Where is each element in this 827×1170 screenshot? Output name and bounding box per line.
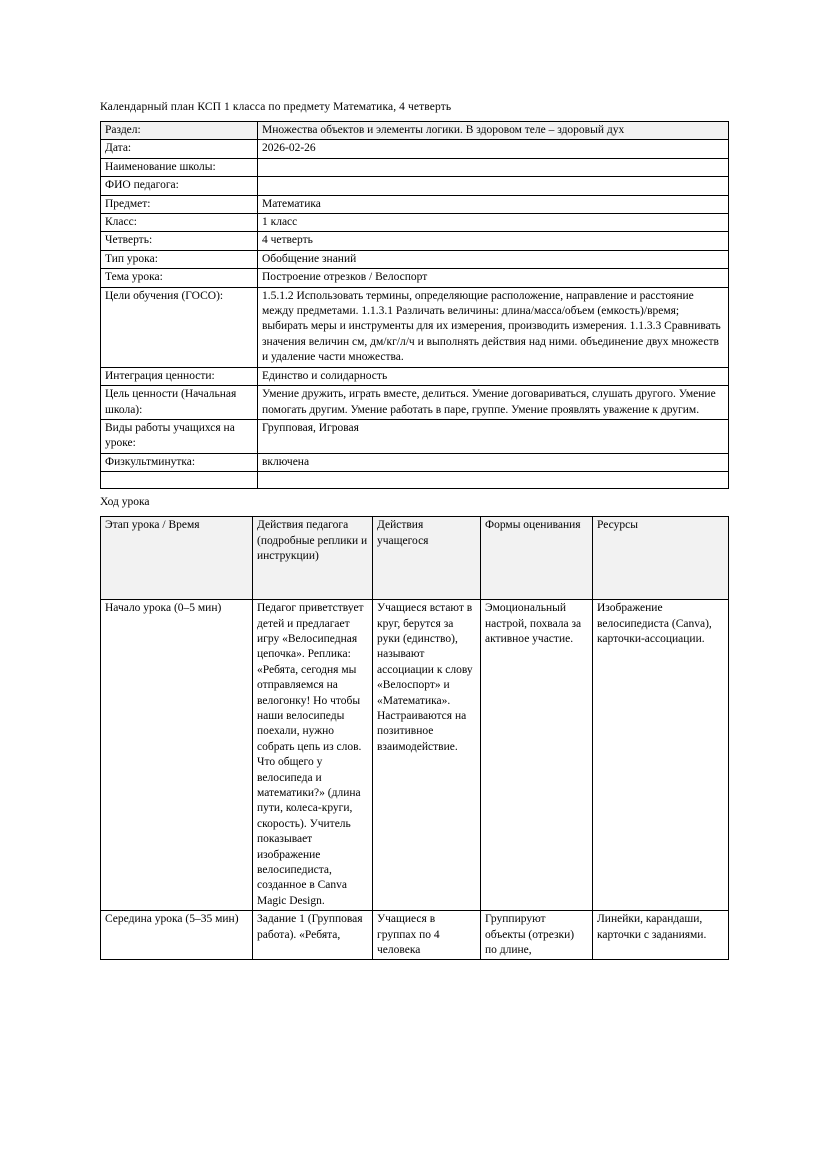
table-row — [101, 122, 729, 140]
info-row-label: Наименование школы: — [101, 158, 258, 176]
column-header-assessment-forms: Формы оценивания — [481, 517, 593, 600]
flow-cell-stage: Середина урока (5–35 мин) — [101, 911, 253, 960]
info-row-label: ФИО педагога: — [101, 177, 258, 195]
flow-cell-stage: Начало урока (0–5 мин) — [101, 600, 253, 911]
table-row — [101, 158, 729, 176]
table-row — [101, 250, 729, 268]
flow-cell-teacher-actions: Педагог приветствует детей и предлагает игру «Велосипедная цепочка». Реплика: «Ребята, сегодня мы отправляемся на велогонку! Но чтобы наши велосипеды поехали, нужно собрать цепь из слов. Что общего у велосипеда и математики?» (длина пути, колеса-круги, скорость). Учитель показывает изображение велосипедиста, созданное в Canva Magic Design. — [253, 600, 373, 911]
flow-cell-teacher-actions: Задание 1 (Групповая работа). «Ребята, — [253, 911, 373, 960]
info-row-label: Интеграция ценности: — [101, 367, 258, 385]
info-row-label: Предмет: — [101, 195, 258, 213]
lesson-info-table — [100, 121, 729, 489]
flow-cell-student-actions: Учащиеся встают в круг, берутся за руки (единство), называют ассоциации к слову «Велоспорт» и «Математика». Настраиваются на позитивное взаимодействие. — [373, 600, 481, 911]
table-row — [101, 195, 729, 213]
info-row-value: Обобщение знаний — [258, 250, 729, 268]
info-row-value — [258, 177, 729, 195]
info-row-value: Построение отрезков / Велоспорт — [258, 269, 729, 287]
info-row-label: Цель ценности (Начальная школа): — [101, 386, 258, 420]
info-row-value: Множества объектов и элементы логики. В здоровом теле – здоровый дух — [258, 122, 729, 140]
flow-cell-assessment: Эмоциональный настрой, похвала за активное участие. — [481, 600, 593, 911]
info-row-label: Виды работы учащихся на уроке: — [101, 419, 258, 453]
info-row-value: 1.5.1.2 Использовать термины, определяющие расположение, направление и расстояние между предметами. 1.1.3.1 Различать величины: длина/масса/объем (емкость)/время; выбирать меры и инструменты для их измерения, производить измерения. 1.1.3.3 Сравнивать значения величин см, дм/кг/л/ч и выполнять действия над ними. объединение двух множеств и удаление части множества. — [258, 287, 729, 367]
lesson-flow-table-body — [101, 600, 729, 960]
info-row-value: Единство и солидарность — [258, 367, 729, 385]
table-row — [101, 472, 729, 489]
table-row — [101, 367, 729, 385]
info-row-label: Раздел: — [101, 122, 258, 140]
info-row-value: 4 четверть — [258, 232, 729, 250]
info-row-label: Четверть: — [101, 232, 258, 250]
table-row — [101, 386, 729, 420]
info-row-label — [101, 472, 258, 489]
info-row-value — [258, 472, 729, 489]
flow-cell-assessment: Группируют объекты (отрезки) по длине, — [481, 911, 593, 960]
lesson-flow-caption: Ход урока — [100, 496, 150, 509]
page-title: Календарный план КСП 1 класса по предмету Математика, 4 четверть — [100, 101, 452, 113]
table-row — [101, 269, 729, 287]
info-row-label: Тема урока: — [101, 269, 258, 287]
table-header-row — [101, 517, 729, 600]
table-row — [101, 453, 729, 471]
lesson-flow-table — [100, 516, 729, 960]
table-row — [101, 214, 729, 232]
table-row — [101, 287, 729, 367]
info-row-value — [258, 158, 729, 176]
lesson-info-table-body — [101, 122, 729, 489]
info-row-value: Групповая, Игровая — [258, 419, 729, 453]
info-row-label: Физкультминутка: — [101, 453, 258, 471]
table-row — [101, 177, 729, 195]
column-header-teacher-actions: Действия педагога (подробные реплики и инструкции) — [253, 517, 373, 600]
table-row — [101, 419, 729, 453]
info-row-label: Класс: — [101, 214, 258, 232]
info-row-value: включена — [258, 453, 729, 471]
info-row-value: Математика — [258, 195, 729, 213]
lesson-flow-table-header — [101, 517, 729, 600]
table-row — [101, 232, 729, 250]
table-row — [101, 140, 729, 158]
info-row-value: 2026-02-26 — [258, 140, 729, 158]
flow-cell-resources: Линейки, карандаши, карточки с заданиями. — [593, 911, 729, 960]
column-header-stage: Этап урока / Время — [101, 517, 253, 600]
column-header-resources: Ресурсы — [593, 517, 729, 600]
flow-cell-resources: Изображение велосипедиста (Canva), карточки-ассоциации. — [593, 600, 729, 911]
column-header-student-actions: Действия учащегося — [373, 517, 481, 600]
table-row — [101, 911, 729, 960]
info-row-label: Дата: — [101, 140, 258, 158]
info-row-label: Тип урока: — [101, 250, 258, 268]
info-row-label: Цели обучения (ГОСО): — [101, 287, 258, 367]
table-row — [101, 600, 729, 911]
flow-cell-student-actions: Учащиеся в группах по 4 человека — [373, 911, 481, 960]
info-row-value: 1 класс — [258, 214, 729, 232]
info-row-value: Умение дружить, играть вместе, делиться. Умение договариваться, слушать другого. Умение помогать другим. Умение работать в паре, группе. Умение проявлять уважение к другим. — [258, 386, 729, 420]
